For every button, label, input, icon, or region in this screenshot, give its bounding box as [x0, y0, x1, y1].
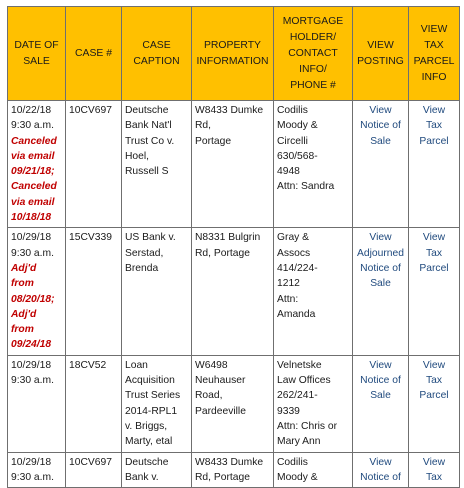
header-row: [8, 7, 460, 101]
contact-line: Gray &: [277, 232, 310, 244]
contact-line: 4948: [277, 166, 300, 178]
contact-line: Codilis: [277, 456, 308, 468]
contact-line: 262/241-: [277, 390, 318, 402]
contact-line: Attn: Sandra: [277, 181, 335, 193]
property-line: W6498: [195, 359, 228, 371]
view-tax-parcel-cell: [409, 228, 460, 355]
header-text-line: PHONE #: [290, 79, 336, 91]
contact-line: Amanda: [277, 308, 316, 320]
header-text-line: HOLDER/: [289, 31, 337, 43]
view-posting-cell: [353, 452, 409, 488]
contact-line: Law Offices: [277, 375, 331, 387]
header-view-tax-parcel: [409, 7, 460, 101]
case-caption-line: Bank v.: [125, 471, 159, 483]
sale-status-note: Canceled: [11, 135, 57, 147]
sale-status-note: from: [11, 324, 34, 336]
view-tax-parcel-link-text: View: [422, 105, 446, 116]
view-tax-parcel-link[interactable]: [412, 103, 456, 149]
sale-date-line: 10/22/18: [11, 105, 52, 116]
view-tax-parcel-link-text: View: [422, 359, 446, 371]
contact-line: Velnetske: [277, 359, 322, 371]
view-tax-parcel-cell: [409, 101, 460, 228]
case-caption-line: Loan: [125, 359, 148, 371]
header-text-line: INFO: [421, 71, 447, 83]
header-text-line: TAX: [424, 39, 444, 51]
contact-line: Circelli: [277, 135, 308, 147]
property-line: N8331 Bulgrin: [195, 232, 261, 244]
view-posting-link-text: View: [369, 359, 392, 371]
case-caption-line: US Bank v.: [125, 232, 176, 244]
property-line: Pardeeville: [195, 405, 246, 417]
contact-line: Assocs: [277, 247, 311, 259]
view-posting-link-text: Notice of: [360, 120, 401, 132]
header-text-line: INFORMATION: [196, 55, 269, 67]
header-text-line: PARCEL: [413, 55, 455, 67]
table-row: [8, 101, 460, 228]
header-text-line: PROPERTY: [204, 39, 261, 51]
view-tax-parcel-cell: [409, 355, 460, 452]
mortgage-holder-contact-cell: [274, 101, 353, 228]
view-posting-link-text: Notice of: [360, 262, 401, 274]
view-tax-parcel-link-text: Tax: [425, 375, 443, 387]
sale-date-line: 9:30 a.m.: [11, 120, 54, 132]
contact-line: Moody &: [277, 120, 318, 132]
view-tax-parcel-link-text: Parcel: [419, 135, 449, 147]
header-text-line: SALE: [23, 55, 50, 67]
property-line: Rd, Portage: [195, 471, 250, 483]
view-notice-of-sale-link[interactable]: [356, 230, 405, 291]
property-information-cell: [192, 101, 274, 228]
view-posting-link-text: Adjourned: [357, 247, 404, 259]
contact-line: Attn:: [277, 293, 299, 305]
case-caption-cell: [122, 101, 192, 228]
header-text-line: CAPTION: [133, 55, 180, 67]
view-tax-parcel-link-text: Parcel: [419, 262, 449, 274]
property-line: Rd,: [195, 120, 212, 132]
sale-date-line: 9:30 a.m.: [11, 247, 54, 259]
sale-status-note: 09/24/18: [11, 339, 52, 351]
case-caption-cell: [122, 355, 192, 452]
sale-status-note: Adj'd: [11, 308, 37, 320]
mortgage-holder-contact-cell: [274, 228, 353, 355]
property-line: W8433 Dumke: [195, 105, 264, 116]
sale-status-note: via email: [11, 196, 55, 208]
header-mortgage-holder-contact: [274, 7, 353, 101]
header-property-information: [192, 7, 274, 101]
table-row: [8, 228, 460, 355]
sale-date-line: 9:30 a.m.: [11, 375, 54, 387]
date-of-sale-cell: [8, 228, 66, 355]
sale-date-line: 10/29/18: [11, 456, 52, 468]
property-line: Rd, Portage: [195, 247, 250, 259]
view-tax-parcel-link-text: Parcel: [419, 390, 449, 402]
case-number: 18CV52: [69, 359, 107, 371]
case-caption-line: Hoel,: [125, 150, 150, 162]
header-text-line: CONTACT: [288, 47, 338, 59]
date-of-sale-cell: [8, 101, 66, 228]
contact-line: 1212: [277, 278, 300, 290]
case-caption-line: Acquisition: [125, 375, 175, 387]
view-posting-link-text: View: [369, 105, 392, 116]
view-posting-link-text: Sale: [370, 390, 391, 402]
view-tax-parcel-link-text: Tax: [425, 120, 443, 132]
contact-line: 630/568-: [277, 150, 318, 162]
header-case-caption: [122, 7, 192, 101]
property-line: W8433 Dumke: [195, 456, 264, 468]
date-of-sale-cell: [8, 355, 66, 452]
sale-status-note: 09/21/18;: [11, 166, 55, 178]
contact-line: Codilis: [277, 105, 308, 116]
view-posting-link-text: Sale: [370, 278, 391, 290]
case-caption-cell: [122, 452, 192, 488]
header-text-line: POSTING: [357, 55, 404, 67]
header-text-line: CASE #: [75, 47, 112, 59]
case-caption-line: 2014-RPL1: [125, 405, 178, 417]
property-line: Neuhauser: [195, 375, 246, 387]
header-date-of-sale: [8, 7, 66, 101]
case-caption-line: Deutsche: [125, 456, 169, 468]
header-case-number: [66, 7, 122, 101]
sale-date-line: 9:30 a.m.: [11, 471, 54, 483]
header-text-line: DATE OF: [14, 39, 59, 51]
contact-line: Attn: Chris or: [277, 420, 338, 432]
view-posting-link-text: View: [369, 232, 392, 244]
case-caption-cell: [122, 228, 192, 355]
view-tax-parcel-link-text: Tax: [425, 471, 443, 483]
header-view-posting: [353, 7, 409, 101]
contact-line: 414/224-: [277, 262, 318, 274]
case-caption-line: Trust Series: [125, 390, 181, 402]
view-tax-parcel-link[interactable]: [412, 358, 456, 404]
view-tax-parcel-link[interactable]: [412, 230, 456, 276]
contact-line: Mary Ann: [277, 436, 321, 448]
case-caption-line: Deutsche: [125, 105, 169, 116]
mortgage-holder-contact-cell: [274, 452, 353, 488]
header-text-line: CASE: [142, 39, 171, 51]
property-line: Portage: [195, 135, 232, 147]
header-text-line: INFO/: [299, 63, 327, 75]
view-posting-link-text: Notice of: [360, 375, 401, 387]
case-caption-line: Serstad,: [125, 247, 164, 259]
case-caption-line: Bank Nat'l: [125, 120, 172, 132]
case-caption-line: Trust Co v.: [125, 135, 175, 147]
case-number: 10CV697: [69, 105, 112, 116]
case-number-cell: [66, 355, 122, 452]
header-text-line: VIEW: [420, 23, 448, 35]
case-caption-line: Russell S: [125, 166, 169, 178]
case-caption-line: v. Briggs,: [125, 420, 168, 432]
sale-status-note: Adj'd: [11, 262, 37, 274]
case-caption-line: Brenda: [125, 262, 159, 274]
case-number: 15CV339: [69, 232, 112, 244]
view-tax-parcel-link-text: View: [422, 456, 446, 468]
view-notice-of-sale-link[interactable]: [356, 358, 405, 404]
view-posting-link-text: Sale: [370, 135, 391, 147]
view-tax-parcel-link[interactable]: [412, 455, 456, 486]
view-notice-of-sale-link[interactable]: [356, 103, 405, 149]
sale-status-note: Canceled: [11, 181, 57, 193]
view-posting-cell: [353, 228, 409, 355]
view-tax-parcel-link-text: Tax: [425, 247, 443, 259]
sale-status-note: via email: [11, 150, 55, 162]
sale-status-note: 10/18/18: [11, 212, 52, 224]
case-number-cell: [66, 452, 122, 488]
sale-status-note: from: [11, 278, 34, 290]
table-row: [8, 355, 460, 452]
contact-line: 9339: [277, 405, 300, 417]
view-posting-link-text: View: [369, 456, 392, 468]
view-posting-link-text: Notice of: [360, 471, 401, 483]
mortgage-holder-contact-cell: [274, 355, 353, 452]
case-number-cell: [66, 101, 122, 228]
property-information-cell: [192, 228, 274, 355]
case-number: 10CV697: [69, 456, 112, 468]
property-line: Road,: [195, 390, 223, 402]
view-posting-cell: [353, 355, 409, 452]
header-text-line: MORTGAGE: [282, 15, 344, 27]
view-posting-cell: [353, 101, 409, 228]
case-number-cell: [66, 228, 122, 355]
view-notice-of-sale-link[interactable]: [356, 455, 405, 486]
sale-status-note: 08/20/18;: [11, 293, 55, 305]
property-information-cell: [192, 355, 274, 452]
table-row: [8, 452, 460, 488]
property-information-cell: [192, 452, 274, 488]
view-tax-parcel-cell: [409, 452, 460, 488]
sale-date-line: 10/29/18: [11, 359, 52, 371]
date-of-sale-cell: [8, 452, 66, 488]
case-caption-line: Marty, etal: [125, 436, 173, 448]
sale-date-line: 10/29/18: [11, 232, 52, 244]
sheriff-sales-table: [7, 6, 460, 488]
view-tax-parcel-link-text: View: [422, 232, 446, 244]
header-text-line: VIEW: [367, 39, 394, 51]
contact-line: Moody &: [277, 471, 318, 483]
